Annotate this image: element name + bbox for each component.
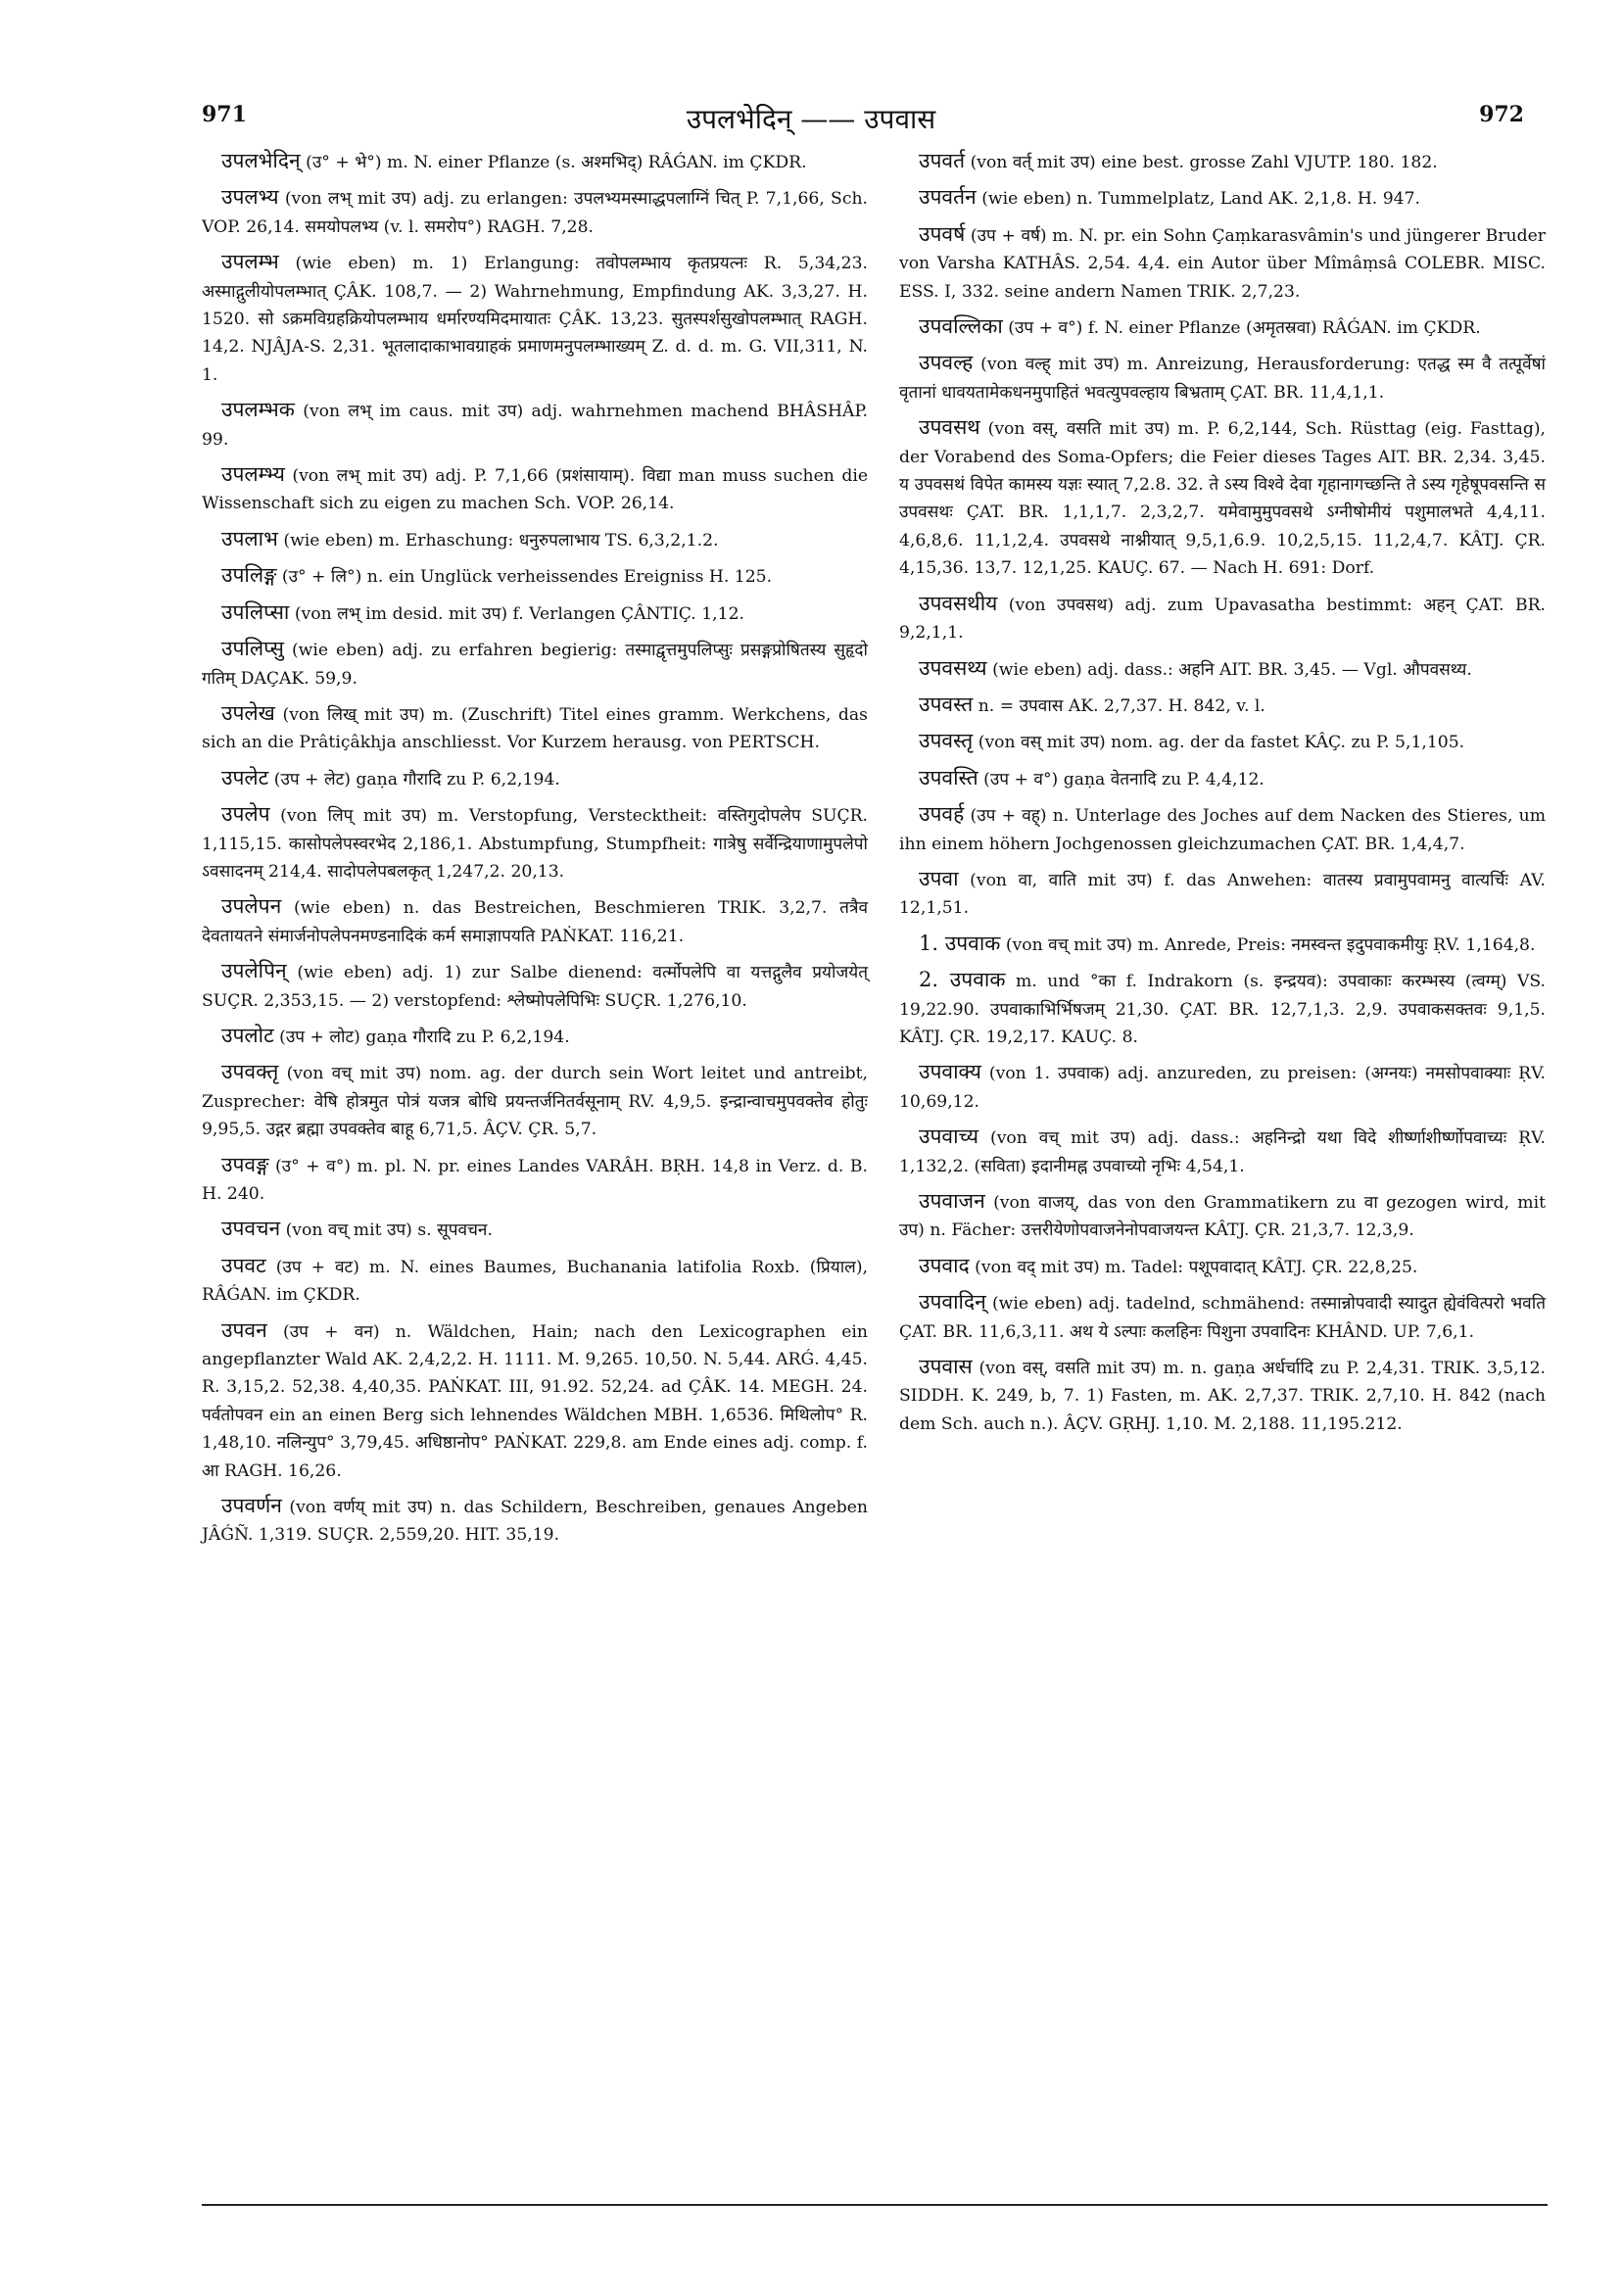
entry-text: (उप + वन) n. Wäldchen, Hain; nach den Lexicographen ein angepflanzter Wald AK. 2,4,2,2. H. 1111. M. 9,265. 10,50. N. 5,44. ARǴ. 4,45. R. 3,15,2. 52,38. 4,40,35. PAṄKAT. III, 91.92. 52,24. ad ÇÂK. 14. MEGH. 24. पर्वतोपवन ein an einen Berg sich lehnendes Wäldchen MBH. 1,6536. मिथिलोप° R. 1,48,10. नलिन्युप° 3,79,45. अधिष्ठानोप° PAṄKAT. 229,8. am Ende eines adj. comp. f. आ RAGH. 16,26.: [202, 1321, 868, 1481]
entry-headword: उपलिप्सा: [221, 599, 290, 624]
dictionary-entry: [899, 349, 1546, 407]
dictionary-entry: [899, 312, 1546, 342]
entry-headword: उपवर्तन: [919, 185, 977, 210]
dictionary-entry: [202, 1022, 868, 1051]
entry-text: (wie eben) n. das Bestreichen, Beschmieren TRIK. 3,2,7. तत्रैव देवतायतने संमार्जनोपलेपनमण्डनादिकं कर्म समाज्ञापयति PAṄKAT. 116,21.: [202, 898, 868, 946]
left-column: [202, 147, 868, 1556]
dictionary-entry: [899, 1252, 1546, 1281]
dictionary-entry: [899, 930, 1546, 959]
dictionary-entry: [202, 525, 868, 554]
dictionary-entry: [202, 561, 868, 591]
entry-headword: उपवर्त: [919, 149, 966, 172]
dictionary-entry: [202, 699, 868, 757]
dictionary-entry: [202, 396, 868, 454]
entry-headword: उपलेख: [221, 700, 275, 725]
entry-headword: उपलम्भ: [221, 250, 279, 274]
entry-text: (von लभ् mit उप) adj. zu erlangen: उपलभ्यमस्माद्धपलाग्निं चित् P. 7,1,66, Sch. VOP. 26,14. समयोपलभ्य (v. l. समरोप°) RAGH. 7,28.: [202, 189, 868, 237]
entry-headword: उपलेप: [221, 802, 270, 827]
dictionary-entry: [899, 654, 1546, 684]
entry-text: (von लिप् mit उप) m. Verstopfung, Verstecktheit: वस्तिगुदोपलेप SUÇR. 1,115,15. कासोपलेपस्वरभेद 2,186,1. Abstumpfung, Stumpfheit: गात्रेषु सर्वेन्द्रियाणामुपलेपो ऽवसादनम् 214,4. सादोपलेपबलकृत् 1,247,2. 20,13.: [202, 806, 869, 882]
dictionary-entry: [202, 248, 868, 389]
entry-headword: उपवसथ्य: [919, 655, 987, 680]
entry-headword: उपवसथ: [919, 415, 980, 440]
bottom-rule: [202, 2204, 1548, 2206]
entry-headword: उपवर्ष: [919, 221, 966, 246]
dictionary-entry: [899, 1123, 1546, 1180]
entry-headword: उपलेपन: [221, 894, 282, 919]
dictionary-entry: [202, 635, 868, 693]
dictionary-entry: [202, 1492, 868, 1550]
entry-text: (wie eben) m. 1) Erlangung: तवोपलम्भाय कृतप्रयत्नः R. 5,34,23. अस्माद्गुलीयोपलम्भात् ÇÂK. 108,7. — 2) Wahrnehmung, Empfindung AK. 3,3,27. H. 1520. सो ऽक्रमविग्रहक्रियोपलम्भाय धर्मारण्यमिदमायातः ÇÂK. 13,23. सुतस्पर्शसुखोपलम्भात् RAGH. 14,2. NJÂJA-S. 2,31. भूतलादाकाभावग्राहकं प्रमाणमनुपलम्भाख्यम् Z. d. d. m. G. VII,311, N. 1.: [202, 254, 868, 385]
entry-text: (von वर्त् mit उप) eine best. grosse Zahl VJUTP. 180. 182.: [970, 153, 1438, 172]
entry-headword: उपवल्लिका: [919, 314, 1003, 339]
dictionary-entry: [202, 460, 868, 518]
dictionary-entry: [899, 865, 1546, 923]
entry-headword: उपवा: [919, 866, 959, 890]
entry-headword: उपवस्तृ: [919, 729, 974, 753]
entry-text: n. = उपवास AK. 2,7,37. H. 842, v. l.: [978, 695, 1265, 716]
dictionary-entry: [899, 1288, 1546, 1346]
entry-text: (von वल्ह् mit उप) m. Anreizung, Herausforderung: एतद्ध स्म वै तत्पूर्वेषां वृतानां धावयतामेकधनमुपाहितं भवत्युपवल्हाय बिभ्रताम् ÇAT. BR. 11,4,1,1.: [899, 355, 1547, 403]
entry-text: (von वस्, वसति mit उप) m. P. 6,2,144, Sch. Rüsttag (eig. Fasttag), der Vorabend des Soma-Opfers; die Feier dieses Tages AIT. BR. 2,34. 3,45. य उपवसथं विपेत कामस्य यज्ञः स्यात् 7,2.8. 32. ते ऽस्य विश्वे देवा गृहानागच्छन्ति ते ऽस्य गृहेषूपवसन्ति स उपवसथः ÇAT. BR. 1,1,1,7. 2,3,2,7. यमेवामुमुपवसथे ऽग्नीषोमीयं पशुमालभते 4,4,11. 4,6,8,6. 11,1,2,4. उपवसथे नाश्नीयात् 9,5,1,6.9. 10,2,5,15. 11,2,4,7. KÂTJ. ÇR. 4,15,36. 13,7. 12,1,25. KAUÇ. 67. — Nach H. 691: Dorf.: [899, 419, 1546, 579]
entry-text: (wie eben) adj. tadelnd, schmähend: तस्मान्नोपवादी स्यादुत ह्येवंवित्परो भवति ÇAT. BR. 11,6,3,11. अथ ये ऽल्पाः कलहिनः पिशुना उपवादिनः KHÂND. UP. 7,6,1.: [899, 1294, 1546, 1342]
entry-headword: उपलम्भ्य: [221, 462, 285, 487]
entry-headword: उपवङ्ग: [221, 1152, 269, 1176]
entry-text: (von वस् mit उप) nom. ag. der da fastet KÂÇ. zu P. 5,1,105.: [978, 733, 1465, 753]
entry-text: (von लिख् mit उप) m. (Zuschrift) Titel eines gramm. Werkchens, das sich an die Prâtiçâkhja anschliesst. Vor Kurzem herausg. von PERTSCH.: [202, 704, 868, 753]
entry-text: (von 1. उपवाक) adj. anzureden, zu preisen: (अग्नयः) नमसोपवाक्याः ṚV. 10,69,12.: [899, 1064, 1546, 1112]
entry-text: (उप + लेट) gaṇa गौरादि zu P. 6,2,194.: [273, 769, 560, 789]
page-number-right: 972: [1479, 102, 1524, 127]
entry-headword: उपवल्ह: [919, 351, 974, 375]
entry-text: (उप + व°) f. N. einer Pflanze (अमृतस्रवा) RÂǴAN. im ÇKDR.: [1008, 318, 1481, 339]
dictionary-entry: [202, 1058, 868, 1143]
entry-headword: उपलभेदिन्: [221, 149, 301, 172]
entry-text: (उप + वह्) n. Unterlage des Joches auf dem Nacken des Stieres, um ihn einem höhern Jochgenossen gleichzumachen ÇAT. BR. 1,4,4,7.: [899, 806, 1546, 854]
entry-headword: उपवाजन: [919, 1189, 985, 1213]
dictionary-entry: [202, 598, 868, 628]
dictionary-entry: [202, 957, 868, 1015]
entry-headword: उपलेपिन्: [221, 959, 287, 983]
dictionary-entry: [899, 183, 1546, 213]
right-column: [899, 147, 1546, 1445]
entry-headword: 2. उपवाक: [919, 968, 1006, 992]
dictionary-entry: [202, 892, 868, 950]
entry-headword: उपवन: [221, 1317, 267, 1342]
dictionary-entry: [202, 183, 868, 241]
page-number-left: 971: [202, 102, 247, 127]
entry-headword: उपलोट: [221, 1023, 274, 1047]
entry-headword: उपलाभ: [221, 526, 278, 550]
dictionary-entry: [899, 727, 1546, 756]
entry-text: (von उपवसथ) adj. zum Upavasatha bestimmt: अहन् ÇAT. BR. 9,2,1,1.: [899, 595, 1546, 644]
entry-text: (उ° + भे°) m. N. einer Pflanze (s. अश्मभिद्) RÂǴAN. im ÇKDR.: [306, 153, 807, 172]
entry-text: (von लभ् im caus. mit उप) adj. wahrnehmen machend BHÂSHÂP. 99.: [202, 402, 868, 450]
entry-text: (उप + वर्ष) m. N. pr. ein Sohn Çaṃkarasvâmin's und jüngerer Bruder von Varsha KATHÂS. 2,54. 4,4. ein Autor über Mîmâṃsâ COLEBR. MISC. ESS. I, 332. seine andern Namen TRIK. 2,7,23.: [899, 225, 1546, 302]
entry-headword: उपलेट: [221, 765, 269, 789]
entry-headword: उपवर्णन: [221, 1494, 282, 1518]
dictionary-entry: [899, 1187, 1546, 1245]
dictionary-entry: [899, 966, 1546, 1051]
dictionary-entry: [899, 590, 1546, 647]
entry-text: (wie eben) adj. dass.: अहनि AIT. BR. 3,45. — Vgl. औपवसथ्य.: [992, 659, 1472, 680]
entry-text: (wie eben) n. Tummelplatz, Land AK. 2,1,8. H. 947.: [981, 189, 1421, 210]
entry-text: (wie eben) adj. zu erfahren begierig: तस्माद्वृत्तमुपलिप्सुः प्रसङ्गप्रोषितस्य सुहृदो गतिम् DAÇAK. 59,9.: [202, 641, 868, 689]
entry-text: (उप + व°) gaṇa वेतनादि zu P. 4,4,12.: [983, 769, 1264, 789]
dictionary-entry: [202, 800, 868, 885]
dictionary-entry: [202, 147, 868, 176]
entry-headword: उपवट: [221, 1253, 266, 1277]
entry-text: (उ° + व°) m. pl. N. pr. eines Landes VARÂH. BṚH. 14,8 in Verz. d. B. H. 240.: [202, 1156, 869, 1204]
entry-headword: उपवाक्य: [919, 1060, 981, 1084]
entry-headword: उपलिप्सु: [221, 637, 284, 661]
entry-headword: उपवचन: [221, 1217, 281, 1241]
dictionary-entry: [202, 1316, 868, 1485]
entry-headword: 1. उपवाक: [919, 931, 1001, 955]
dictionary-entry: [899, 1353, 1546, 1438]
entry-text: (उप + वट) m. N. eines Baumes, Buchanania latifolia Roxb. (प्रियाल), RÂǴAN. im ÇKDR.: [202, 1257, 868, 1306]
dictionary-entry: [899, 800, 1546, 858]
entry-headword: उपवस्त: [919, 692, 974, 716]
entry-text: (von वर्णय् mit उप) n. das Schildern, Beschreiben, genaues Angeben JÂǴÑ. 1,319. SUÇR. 2,559,20. HIT. 35,19.: [202, 1498, 868, 1546]
entry-headword: उपवास: [919, 1355, 973, 1379]
entry-text: (von वस्, वसति mit उप) m. n. gaṇa अर्धर्चादि zu P. 2,4,31. TRIK. 3,5,12. SIDDH. K. 249, b, 7. 1) Fasten, m. AK. 2,7,37. TRIK. 2,7,10. H. 842 (nach dem Sch. auch n.). ÂÇV. GṚHJ. 1,10. M. 2,188. 11,195.212.: [899, 1359, 1546, 1434]
entry-headword: उपलम्भक: [221, 398, 295, 422]
dictionary-entry: [202, 764, 868, 793]
entry-text: (von वाजय्, das von den Grammatikern zu वा gezogen wird, mit उप) n. Fächer: उत्तरीयेणोपवाजनेनोपवाजयन्त KÂTJ. ÇR. 21,3,7. 12,3,9.: [899, 1193, 1546, 1241]
dictionary-entry: [899, 413, 1546, 582]
entry-headword: उपवर्ह: [919, 802, 965, 827]
dictionary-entry: [899, 764, 1546, 793]
entry-text: (von लभ् im desid. mit उप) f. Verlangen ÇÂNTIÇ. 1,12.: [294, 603, 744, 624]
dictionary-entry: [202, 1215, 868, 1244]
entry-text: (von वद् mit उप) m. Tadel: पशूपवादात् KÂTJ. ÇR. 22,8,25.: [975, 1257, 1418, 1277]
dictionary-entry: [899, 147, 1546, 176]
dictionary-entry: [899, 220, 1546, 306]
entry-text: (उप + लोट) gaṇa गौरादि zu P. 6,2,194.: [279, 1027, 570, 1047]
entry-headword: उपवाद: [919, 1253, 970, 1277]
entry-headword: उपलिङ्ग: [221, 563, 277, 588]
entry-text: (von वच् mit उप) m. Anrede, Preis: नमस्वन्त इदुपवाकमीयुः ṚV. 1,164,8.: [1005, 934, 1536, 955]
entry-text: (von लभ् mit उप) adj. P. 7,1,66 (प्रशंसायाम्). विद्या man muss suchen die Wissenschaft sich zu eigen zu machen Sch. VOP. 26,14.: [202, 466, 868, 514]
entry-headword: उपवाच्य: [919, 1124, 979, 1149]
entry-headword: उपवक्तृ: [221, 1060, 279, 1084]
entry-text: (उ° + लि°) n. ein Unglück verheissendes Ereigniss H. 125.: [281, 567, 773, 588]
entry-headword: उपवसथीय: [919, 591, 998, 615]
entry-text: (von वा, वाति mit उप) f. das Anwehen: वातस्य प्रवामुपवामनु वात्यर्चिः AV. 12,1,51.: [899, 870, 1546, 919]
entry-text: (wie eben) adj. 1) zur Salbe dienend: वर्त्मोपलेपि वा यत्तद्गुलैव प्रयोजयेत् SUÇR. 2,353,15. — 2) verstopfend: श्लेष्मोपलेपिभिः SUÇR. 1,276,10.: [202, 963, 868, 1011]
entry-text: (von वच् mit उप) s. सूपवचन.: [285, 1220, 493, 1241]
entry-text: m. und °का f. Indrakorn (s. इन्द्रयव): उपवाकाः करम्भस्य (त्वग्म्) VS. 19,22.90. उपवाकाभिर्भिषजम् 21,30. ÇAT. BR. 12,7,1,3. 2,9. उपवाकसक्तवः 9,1,5. KÂTJ. ÇR. 19,2,17. KAUÇ. 8.: [899, 972, 1547, 1047]
entry-headword: उपलभ्य: [221, 185, 279, 210]
entry-text: (wie eben) m. Erhaschung: धनुरुपलाभाय TS. 6,3,2,1.2.: [283, 530, 719, 550]
dictionary-entry: [202, 1252, 868, 1310]
entry-text: (von वच् mit उप) nom. ag. der durch sein Wort leitet und antreibt, Zusprecher: वेषि होत्रमुत पोत्रं यजत्र बोधि प्रयन्तर्जनितर्वसूनाम् RV. 4,9,5. इन्द्रान्वाचमुपवक्तेव होतुः 9,95,5. उद्गर ब्रह्मा उपवक्तेव बाहू 6,71,5. ÂÇV. ÇR. 5,7.: [202, 1064, 868, 1140]
entry-text: (von वच् mit उप) adj. dass.: अहनिन्द्रो यथा विदे शीर्ष्णाशीर्ष्णोपवाच्यः ṚV. 1,132,2. (सविता) इदानीमह्न उपवाच्यो नृभिः 4,54,1.: [899, 1128, 1546, 1176]
dictionary-entry: [899, 1058, 1546, 1116]
running-title: उपलभेदिन् —— उपवास: [686, 103, 936, 135]
dictionary-entry: [202, 1151, 868, 1209]
entry-headword: उपवादिन्: [919, 1290, 986, 1315]
dictionary-entry: [899, 691, 1546, 720]
entry-headword: उपवस्ति: [919, 765, 978, 789]
